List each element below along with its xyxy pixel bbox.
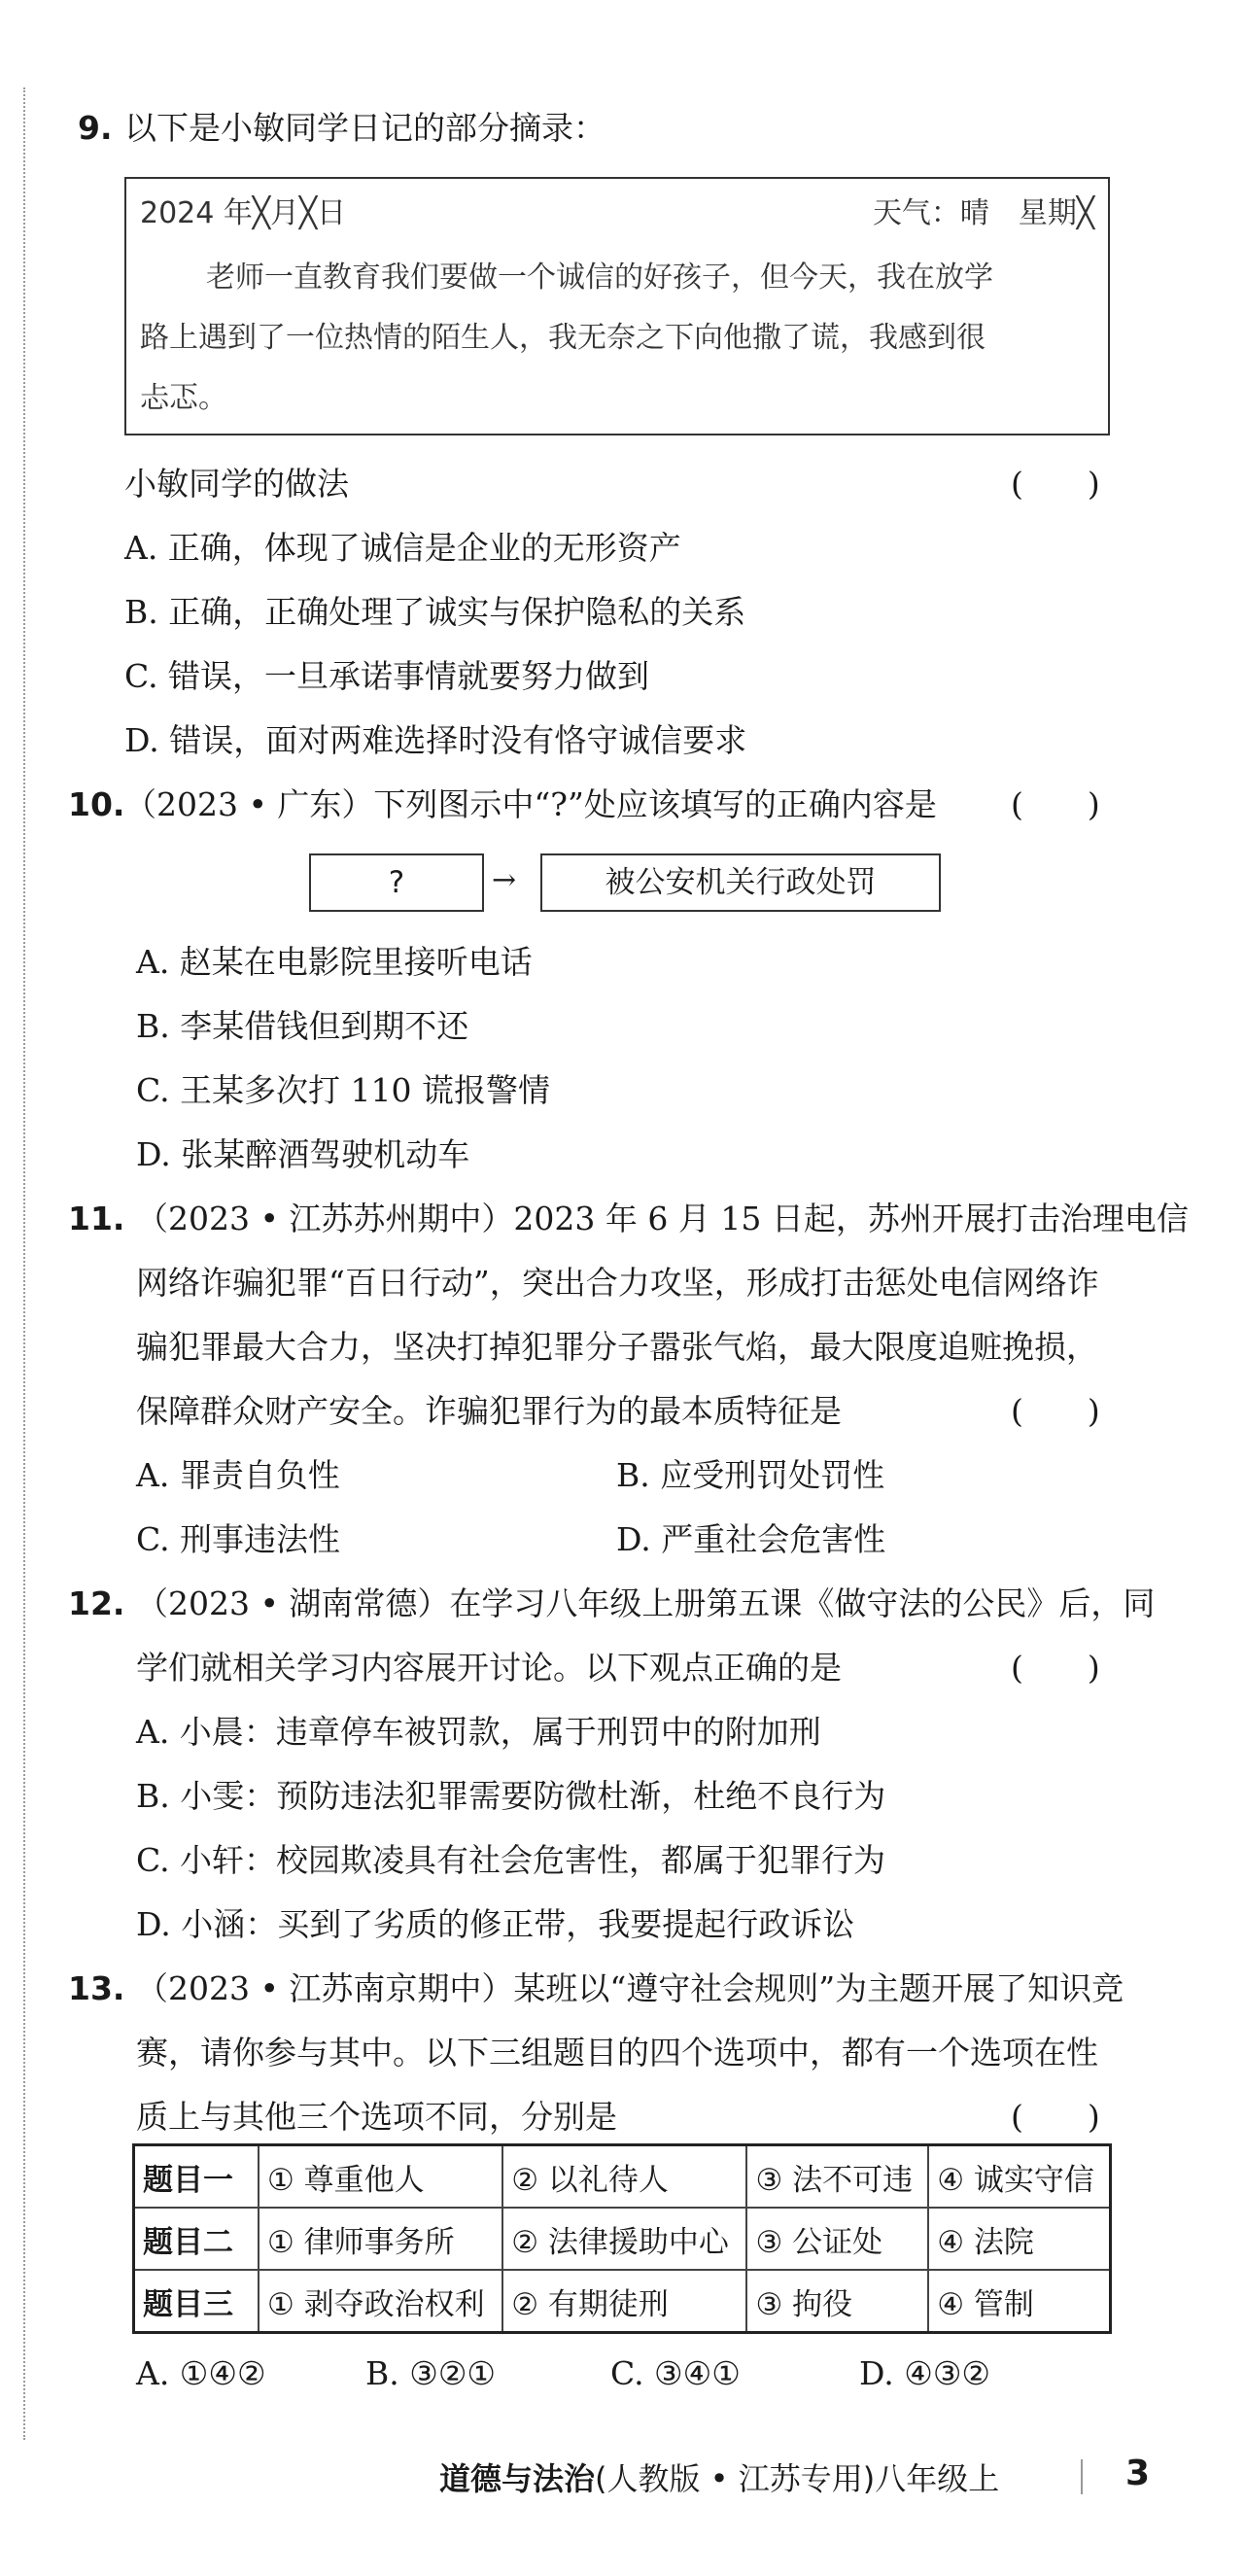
footer-edition: (人教版 • 江苏专用)八年级上 <box>595 2460 1000 2497</box>
diary-line: 老师一直教育我们要做一个诚信的好孩子，但今天，我在放学 <box>206 261 993 295</box>
question-stem-line: 学们就相关学习内容展开讨论。以下观点正确的是 <box>136 1649 842 1687</box>
flow-result-box: 被公安机关行政处罚 <box>540 853 941 912</box>
option-a: A. 赵某在电影院里接听电话 <box>136 943 533 981</box>
answer-parentheses: ( ) <box>1011 465 1100 503</box>
table-cell: ④ 管制 <box>928 2270 1110 2333</box>
option-c: C. 王某多次打 110 谎报警情 <box>136 1071 551 1109</box>
table-cell: 题目三 <box>134 2270 259 2333</box>
diary-date: 2024 年╳月╳日 <box>140 196 347 230</box>
question-stem-line: 骗犯罪最大合力，坚决打掉犯罪分子嚣张气焰，最大限度追赃挽损， <box>136 1328 1098 1366</box>
flow-arrow-icon: → <box>492 863 517 897</box>
table-cell: ③ 法不可违 <box>746 2145 928 2209</box>
page-number: 3 <box>1125 2454 1151 2493</box>
diary-line: 忐忑。 <box>140 381 227 415</box>
flow-unknown-box: ? <box>309 853 484 912</box>
table-cell: ① 律师事务所 <box>259 2208 502 2270</box>
footer-divider <box>1081 2459 1083 2494</box>
question-number: 12. <box>68 1584 125 1622</box>
table-cell: ② 以礼待人 <box>502 2145 746 2209</box>
diary-weather: 天气：晴 星期╳ <box>872 196 1094 230</box>
option-b: B. 正确，正确处理了诚实与保护隐私的关系 <box>124 593 746 631</box>
option-a: A. 罪责自负性 <box>136 1456 340 1494</box>
option-c: C. 错误，一旦承诺事情就要努力做到 <box>124 657 650 695</box>
option-c: C. 刑事违法性 <box>136 1520 341 1558</box>
option-a: A. ①④② <box>136 2354 266 2392</box>
table-row <box>134 2145 1111 2209</box>
table-cell: ② 法律援助中心 <box>502 2208 746 2270</box>
footer-subject-name: 道德与法治 <box>439 2460 596 2497</box>
option-d: D. 错误，面对两难选择时没有恪守诚信要求 <box>124 721 747 759</box>
option-c: C. ③④① <box>610 2354 741 2392</box>
question-stem-line: 网络诈骗犯罪“百日行动”，突出合力攻坚，形成打击惩处电信网络诈 <box>136 1264 1099 1302</box>
margin-dotted-line <box>23 87 25 2440</box>
answer-parentheses: ( ) <box>1011 1392 1100 1430</box>
option-d: D. 严重社会危害性 <box>616 1520 886 1558</box>
diary-excerpt-box <box>124 177 1110 435</box>
option-d: D. 小涵：买到了劣质的修正带，我要提起行政诉讼 <box>136 1905 855 1943</box>
question-table <box>132 2143 1112 2334</box>
table-cell: ① 尊重他人 <box>259 2145 502 2209</box>
option-b: B. 小雯：预防违法犯罪需要防微杜渐，杜绝不良行为 <box>136 1777 886 1815</box>
table-cell: 题目二 <box>134 2208 259 2270</box>
table-cell: ① 剥夺政治权利 <box>259 2270 502 2333</box>
footer-subject <box>439 2457 999 2500</box>
option-c: C. 小轩：校园欺凌具有社会危害性，都属于犯罪行为 <box>136 1841 886 1879</box>
question-stem: （2023 • 广东）下列图示中“?”处应该填写的正确内容是 <box>124 785 937 823</box>
option-a: A. 正确，体现了诚信是企业的无形资产 <box>124 529 681 567</box>
question-stem-line: 保障群众财产安全。诈骗犯罪行为的最本质特征是 <box>136 1392 842 1430</box>
table-cell: ④ 诚实守信 <box>928 2145 1110 2209</box>
question-stem-line: （2023 • 江苏南京期中）某班以“遵守社会规则”为主题开展了知识竞 <box>136 1969 1124 2007</box>
table-cell: ③ 公证处 <box>746 2208 928 2270</box>
question-prompt: 小敏同学的做法 <box>124 465 349 503</box>
question-stem-line: 赛，请你参与其中。以下三组题目的四个选项中，都有一个选项在性 <box>136 2034 1098 2071</box>
table-cell: ③ 拘役 <box>746 2270 928 2333</box>
table-row <box>134 2208 1111 2270</box>
table-cell: ④ 法院 <box>928 2208 1110 2270</box>
question-number: 13. <box>68 1969 125 2007</box>
option-b: B. 应受刑罚处罚性 <box>616 1456 885 1494</box>
table-row <box>134 2270 1111 2333</box>
answer-parentheses: ( ) <box>1011 785 1100 823</box>
option-b: B. 李某借钱但到期不还 <box>136 1007 469 1045</box>
question-number: 11. <box>68 1200 125 1237</box>
answer-parentheses: ( ) <box>1011 1649 1100 1687</box>
diary-line: 路上遇到了一位热情的陌生人，我无奈之下向他撒了谎，我感到很 <box>140 321 986 355</box>
question-stem-line: 质上与其他三个选项不同，分别是 <box>136 2098 617 2136</box>
table-cell: ② 有期徒刑 <box>502 2270 746 2333</box>
option-a: A. 小晨：违章停车被罚款，属于刑罚中的附加刑 <box>136 1713 821 1751</box>
question-number: 9. <box>78 109 113 147</box>
option-b: B. ③②① <box>365 2354 496 2392</box>
option-d: D. ④③② <box>859 2354 991 2392</box>
question-stem-line: （2023 • 江苏苏州期中）2023 年 6 月 15 日起，苏州开展打击治理电信 <box>136 1200 1189 1237</box>
option-d: D. 张某醉酒驾驶机动车 <box>136 1135 470 1173</box>
table-cell: 题目一 <box>134 2145 259 2209</box>
answer-parentheses: ( ) <box>1011 2098 1100 2136</box>
question-stem-line: （2023 • 湖南常德）在学习八年级上册第五课《做守法的公民》后，同 <box>136 1584 1156 1622</box>
question-stem: 以下是小敏同学日记的部分摘录： <box>124 109 605 147</box>
question-number: 10. <box>68 785 125 823</box>
